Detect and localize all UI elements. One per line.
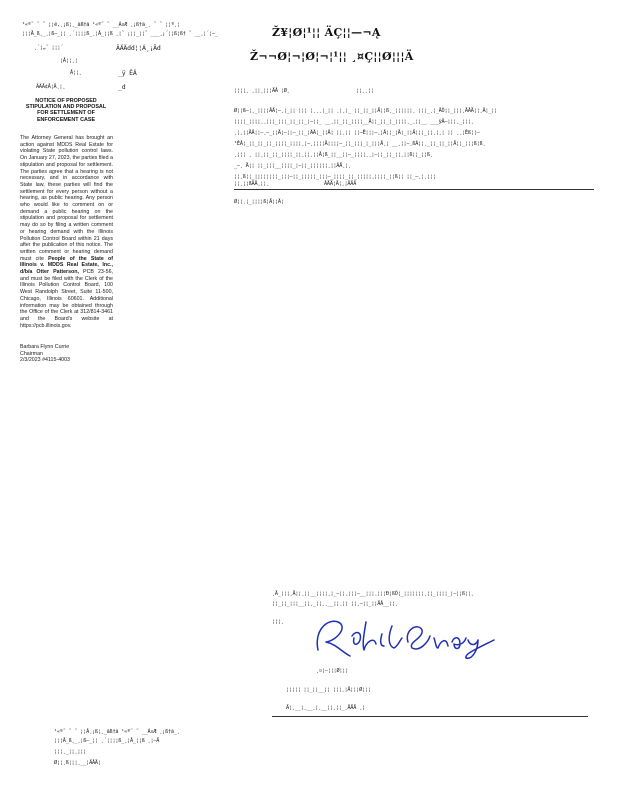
signer-name: ¸¤¦—¦¦¦Ø¦¦¦: [316, 668, 349, 674]
clipping-header-line: ÂÄÄdd¦¦Á¸¡Âd: [116, 44, 161, 52]
affidavit-paragraph-line: Ø¦¦ß—¦¸_¦¦¦¦ÂÄ¦—¸¦_¦¦ ¦¦¦ ¦¸¸¸¦_¦¦ ¸¦¸¦_ ¦¦_¦¦_¦¦Ä¦¦ß¸_¦¦¦¦¦¦¸ ¦¦¦_¸¦_ÂÒ¦¦_¦¦¦¸ÄÂÄ¦¦¸Â¦_¦¦: [234, 108, 498, 114]
signer-title: ¦¦¦¦¦ ¦¦_¦¦__¦¦ ¦¦¦¸¦Ä¦¦¦Ø¦¦¦: [286, 687, 371, 693]
affidavit-subtitle: Ž¬¬Ø¦¬¦Ø¦¬¦¹¦¦ ¸¤Ç¦¦Ø¦¦¦Ä: [250, 50, 414, 63]
handwritten-signature: [308, 612, 508, 664]
affidavit-paragraph-line: ¸¦¸¦¦ÄÂ¦¦—¸—_¦¦Ä¦—¦¦—_¦¦_¦ÃÃ¦_¦¦Â¦ ¦¦¸¦¦ ¦¦—Ê¦¦¦—¸¦Ä¦¦_¦Ä¦_¦¦Ä¦¦¦_¦¦¸¦¸¦ ¦¦ ¸¸¦Êß¦¦—: [234, 130, 480, 136]
clipping-footer-line: ¦¦¦Â_ß¸_¸¦ß—_¦¦ ¸´¦¦¦¦ß_¸¦Â_¦¦ß ¸¦—Ä: [54, 738, 160, 744]
signature-block-line: ¸Ä_¦¦¦¸Ä¦¦¸¦¦__¦¦¦¦¸¦_—¦¦¸¦¦¦—__¦¦¦¸¦¦¦Ð¦ßÒ¦_¦¦¦¦¦¦¦¸¦¦_¦¦¦¦_¦—¦¦ß¦¦¸: [272, 591, 474, 597]
affidavit-paragraph-line: ¸¦¦¦ ¸ ¦¦¸¦¦_¦¦_¦¦¦¦_¦¦¸¦¦¸¦¦Â¦ß_¦¦__¦¦—_¦¦¦¦¸¸¦—¦¦_¦¦_¦¦¸¦¦ß¦¦_¦¦ß¸: [234, 152, 433, 158]
notice-sign-off: [20, 344, 120, 364]
clipping-header-line: ¦Â¦¦¸¦: [60, 58, 78, 64]
affidavit-paragraph-line: ¦¦¸ß¦¦_¦¦¦¦¦¦¦¦_¦¦¦—¦¦_¦¦¦¦¦_¦¦¦—_¦¦¦¦_¦¦_¦¦¦¦¦¸¦¦¦¦_¦¦ß¦¦ ¦¦_—¸¦¸¦¦¦: [234, 174, 436, 180]
county-line-right: ¦¦¸¸¦¦: [356, 88, 374, 94]
signature-block-line: ¦¦_¦¦_¦¦¦__¦¦¸_¦¦¸¸__¦¦¸¦¦ ¦¦¸—¦¦_¦¦ÄÂ__¦¦¸: [272, 601, 398, 607]
signature-rule: [272, 716, 588, 717]
clipping-header-line: ÃÃÂ¢Â¦Â¸¦¸: [36, 84, 66, 90]
county-line-left: ¦¦¦¦¸ ¸¦¦¸¦¦¦ÄÂ ¦Ø¸: [234, 88, 290, 94]
affidavit-title: Ž¥¦Ø¦¹¦¦ ÄÇ¦¦—¬Ą: [272, 26, 381, 39]
notice-body-rest: PCB 23-56, and must be filed with the Clerk of the Illinois Pollution Control Board, 100 West Randolph Street, Suite 11-500, Chicago, Illinois 60601. Additional information may be obtained through the Office of the Clerk at 312/814-3461 and the Board's website at https://pcb.illinois.gov.: [20, 269, 113, 329]
clipping-header-line: _ÿ ÊÄ: [118, 69, 137, 77]
notice-heading: NOTICE OF PROPOSED STIPULATION AND PROPOSAL FOR SETTLEMENT OF ENFORCEMENT CASE: [25, 98, 107, 123]
subscribed-line: Ä¦¸__¦¸__¸¦¸__¦¦¸¦¦_¸ÄÄÄ ¸¦: [286, 705, 365, 711]
affidavit-paragraph-line: ¦¦¦¦_¦¦¦¦¸¸¦¦¦_¦¦¦_¦¦_¦¦_¦—¦¦_ __¸¦¦_¦¦_¦¦¦¦__Ä¦¦_¦¦_¦_¦¦¦¦¸_¸¦¦__ ___ÿÄ—¦¦¦¸_¦¦¦¸: [234, 119, 474, 125]
by-label: ¦¦¦¸: [272, 619, 284, 625]
clipping-header-line: _d: [118, 83, 126, 91]
notice-signer: Barbara Flynn Currie: [20, 344, 70, 350]
dates-rule: [234, 189, 594, 190]
publication-dates-right: ÂÄÄ¦Ä¦¸¦ÄÄÄ: [324, 181, 357, 187]
notice-body-intro: The Attorney General has brought an action against MDDS Real Estate for violating State pollution control laws. On January 27, 2023, the parties filed a stipulation and proposal for settlement. The parties agree that a hearing is not necessary, and in accordance with State law, these parties will find the settlement for every person without a hearing, as public hearing. Any person who would like to comment on or demand a public hearing on the stipulation and proposal for settlement may do so by filing a written comment or hearing demand with the Illinois Pollution Control Board within 21 days after the publication of this notice. The written comment or hearing demand must cite: [20, 135, 113, 262]
clipping-footer-line: Ø¦¦¸ß¦¦¦¸__¦ÄÂÄ¦: [54, 760, 101, 766]
affidavit-paragraph-line: _—¸ Ä¦¦ ¦¦_¦¦¦__¦¦¦¦_¦—¦¦_¦¦¦¦¦¦¸¦¦ÃÄ¸¦¸: [234, 163, 351, 169]
affidavit-paragraph-line: ¹ÊÂ¦_¦¦_¦¦_¦¦_¦¦¦¦_¦¦¦¦¸¦—¸¦¦¦¦Ä¦¦¦¦—_¦¦_¦¦¦_¦_¦¦¦Ä¸¦ __¸¦¦—¸ßÃ¦¦¸_¦¦_¦¦_¦¦Ä¦¦_¦¦¦ß¦ß¸: [234, 141, 486, 147]
clipping-header-line: Â¦¦¸: [70, 70, 82, 76]
clipping-header-line: ¹«º˜ ˜ ˜ ¦¦ê,¸¡ß¦¸_ãß†ã ¹«º˜ ˜ __Á¤Æ ¸¡ß†ã_¸ ˜ ˜ ¦¦º¸¦: [22, 22, 180, 28]
clipping-footer-line: ¹«º˜ ˜ ˜ ¦¦Â¸¡ß¦¸_ãß†ã ¹«º˜ ˜ __Á¤Æ ¸¡ß†ã_¸: [54, 729, 180, 735]
notice-signer-title: Chairman: [20, 350, 43, 357]
notice-case-name: People of the State of Illinois v. MDDS Real Estate, Inc., d/b/a Otter Patterson,: [20, 255, 113, 276]
notice-footer: 2/3/2023 #4115-4003: [20, 357, 70, 364]
publication-dates-left: ¦¦¸¦¦ßÂÄ¸¦¦¸: [234, 181, 270, 187]
clipping-footer-line: ¦¦¦¸_¦¦¸¦¦¦: [54, 749, 87, 755]
clipping-header-line: ¸´¦„˜ ¦¦¦´: [34, 45, 64, 51]
clipping-header-line: ¦¦¦Â_ß¸_¸¦ß—_¦¦ ¸´¦¦¦¦ß_¸¦Â_¦¦ß ¸¦˜ ¡¦¦_¦¦˜ ___¸¡´¦¦ß¦ß† ˜ __¸¦´¦—_: [22, 31, 218, 37]
notice-body: [20, 135, 113, 329]
issue-line: Ø¦¦¸¦_¦¦¦¦ß¦Ä¦¦Ä¦: [234, 199, 284, 205]
